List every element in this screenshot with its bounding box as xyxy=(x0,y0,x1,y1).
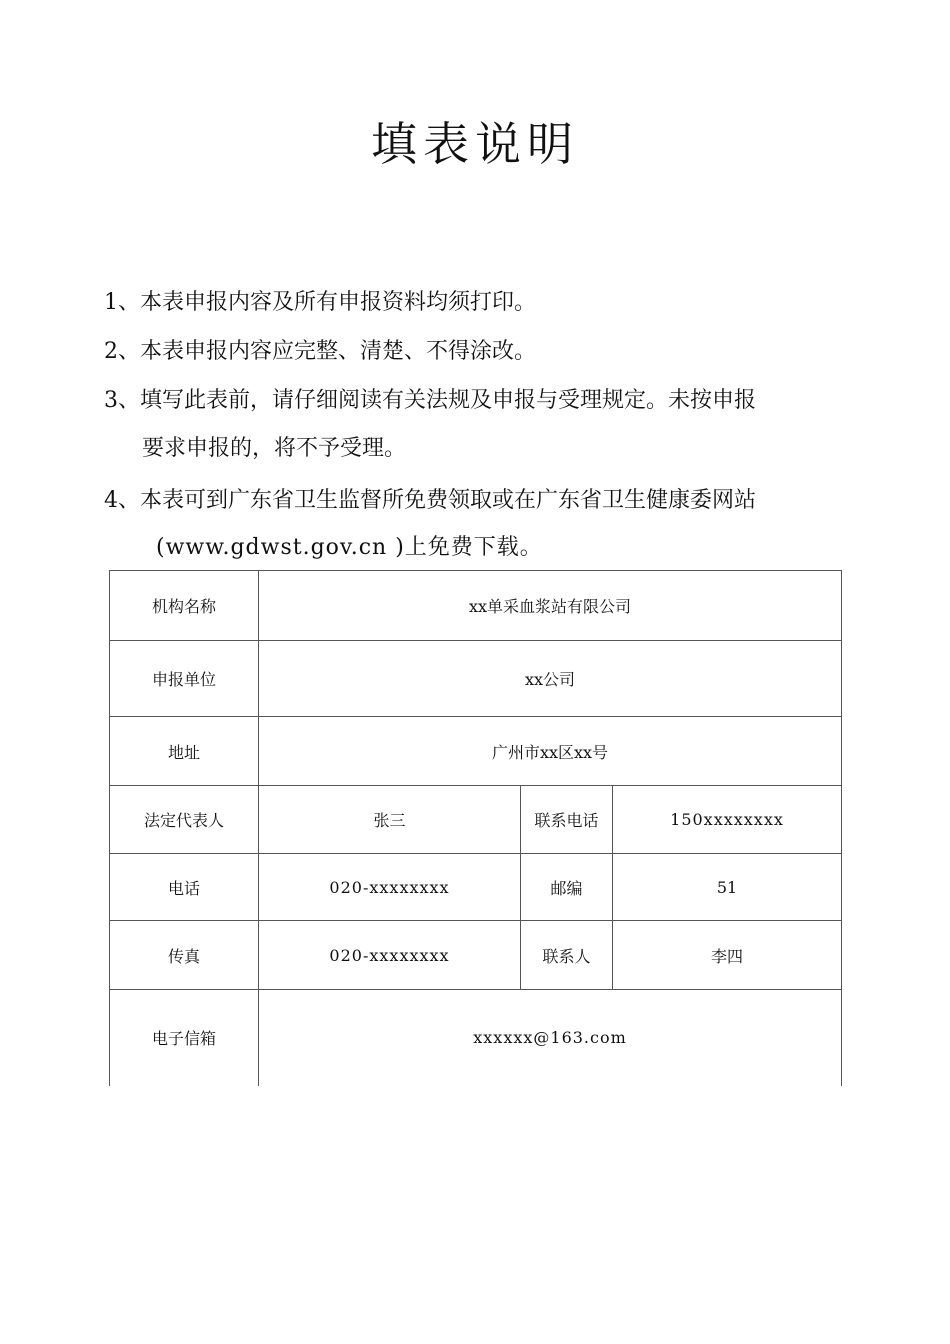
instruction-text: 要求申报的，将不予受理。 xyxy=(142,436,407,461)
table-row xyxy=(110,921,842,990)
instruction-text: (www.gdwst.gov.cn )上免费下载。 xyxy=(156,535,543,560)
phone-label: 电话 xyxy=(110,854,259,921)
address-label: 地址 xyxy=(110,717,259,786)
applicant-label: 申报单位 xyxy=(110,641,259,717)
applicant-value: xx公司 xyxy=(259,641,842,717)
instruction-item-3 xyxy=(104,377,756,425)
fax-label: 传真 xyxy=(110,921,259,990)
instruction-item-2 xyxy=(104,328,536,376)
table-row xyxy=(110,571,842,641)
instruction-number: 3、 xyxy=(104,388,140,413)
page-title: 填表说明 xyxy=(371,117,579,171)
fax-value: 020-xxxxxxxx xyxy=(259,921,521,990)
contact-phone-value: 150xxxxxxxx xyxy=(613,786,842,854)
instruction-text: 本表可到广东省卫生监督所免费领取或在广东省卫生健康委网站 xyxy=(140,488,757,513)
instruction-item-4 xyxy=(104,477,756,525)
instruction-item-3-continued xyxy=(142,425,406,473)
instruction-text: 本表申报内容应完整、清楚、不得涂改。 xyxy=(140,339,537,364)
table-row xyxy=(110,786,842,854)
email-value: xxxxxx@163.com xyxy=(259,990,842,1086)
instruction-number: 2、 xyxy=(104,339,140,364)
instruction-item-4-continued xyxy=(156,524,543,572)
org-name-value: xx单采血浆站有限公司 xyxy=(259,571,842,641)
instruction-number: 1、 xyxy=(104,290,140,315)
phone-value: 020-xxxxxxxx xyxy=(259,854,521,921)
contact-person-value: 李四 xyxy=(613,921,842,990)
legal-rep-label: 法定代表人 xyxy=(110,786,259,854)
table-row xyxy=(110,641,842,717)
table-row xyxy=(110,854,842,921)
org-name-label: 机构名称 xyxy=(110,571,259,641)
legal-rep-value: 张三 xyxy=(259,786,521,854)
instruction-text: 填写此表前，请仔细阅读有关法规及申报与受理规定。未按申报 xyxy=(140,388,757,413)
contact-person-label: 联系人 xyxy=(521,921,613,990)
instruction-item-1 xyxy=(104,279,536,327)
email-label: 电子信箱 xyxy=(110,990,259,1086)
address-value: 广州市xx区xx号 xyxy=(259,717,842,786)
table-row xyxy=(110,990,842,1086)
instruction-text: 本表申报内容及所有申报资料均须打印。 xyxy=(140,290,537,315)
application-form-table xyxy=(109,570,842,1086)
instruction-number: 4、 xyxy=(104,488,140,513)
contact-phone-label: 联系电话 xyxy=(521,786,613,854)
table-row xyxy=(110,717,842,786)
postcode-value: 51 xyxy=(613,854,842,921)
postcode-label: 邮编 xyxy=(521,854,613,921)
